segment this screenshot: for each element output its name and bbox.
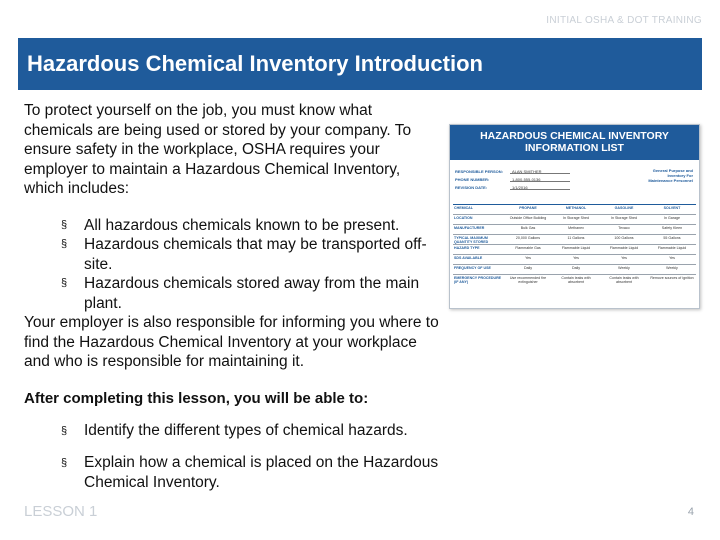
table-row	[453, 244, 696, 254]
inventory-bullet-list	[24, 216, 444, 314]
table-cell: Weekly	[666, 266, 678, 270]
table-row	[453, 264, 696, 274]
column-header: PROPANE	[519, 206, 537, 210]
table-cell: Remove sources of ignition	[650, 276, 694, 280]
row-label: FREQUENCY OF USE	[454, 266, 491, 270]
table-cell: Flammable Liquid	[657, 246, 687, 250]
list-item-text: Explain how a chemical is placed on the Hazardous Chemical Inventory.	[84, 454, 439, 491]
row-label: EMERGENCY PROCEDURE (IF ANY)	[454, 276, 502, 284]
list-item	[24, 235, 444, 274]
form-info-label: PHONE NUMBER:	[455, 177, 490, 182]
table-cell: Flammable Gas	[515, 246, 541, 250]
form-underline	[510, 181, 570, 182]
table-cell: 100 Gallons	[614, 236, 634, 240]
bullet-marker: §	[61, 218, 68, 231]
table-row	[453, 224, 696, 234]
form-info-value: 1-800-555-0136	[512, 177, 541, 182]
bullet-marker: §	[61, 425, 68, 437]
row-label: HAZARD TYPE	[454, 246, 480, 250]
table-cell: Daily	[572, 266, 580, 270]
table-cell: Yes	[525, 256, 531, 260]
table-row	[453, 254, 696, 264]
table-cell: 55 Gallons	[663, 236, 681, 240]
table-row	[453, 214, 696, 224]
form-info	[450, 160, 699, 204]
objectives-heading: After completing this lesson, you will be able to:	[24, 390, 369, 407]
list-item-text: All hazardous chemicals known to be present.	[84, 216, 400, 234]
table-row	[453, 274, 696, 291]
column-header: SOLVENT	[663, 206, 681, 210]
table-cell: Yes	[573, 256, 579, 260]
lesson-label: LESSON 1	[24, 503, 98, 520]
list-item-text: Hazardous chemicals stored away from the main plant.	[84, 275, 420, 312]
form-underline	[510, 173, 570, 174]
table-cell: Yes	[669, 256, 675, 260]
table-cell: Use recommended fire extinguisher	[509, 276, 547, 284]
column-header: CHEMICAL	[454, 206, 473, 210]
form-table	[453, 204, 696, 291]
list-item-text: Hazardous chemicals that may be transported off-site.	[84, 236, 427, 273]
form-info-label: RESPONSIBLE PERSON:	[455, 169, 504, 174]
form-title-line1: HAZARDOUS CHEMICAL INVENTORY	[480, 130, 669, 142]
column-header: GASOLINE	[614, 206, 634, 210]
table-cell: Outside Office Building	[509, 216, 547, 220]
table-cell: 20,000 Gallons	[515, 236, 541, 240]
form-underline	[510, 189, 570, 190]
row-label: SDS AVAILABLE	[454, 256, 483, 260]
table-cell: In Storage Shed	[563, 216, 589, 220]
course-label: INITIAL OSHA & DOT TRAINING	[546, 15, 702, 26]
table-cell: Contain leaks with absorbent	[561, 276, 591, 284]
table-cell: Contain leaks with absorbent	[609, 276, 639, 284]
list-item	[24, 421, 444, 441]
table-cell: 11 Gallons	[567, 236, 585, 240]
table-row	[453, 234, 696, 244]
bullet-marker: §	[61, 277, 68, 289]
list-item-text: Identify the different types of chemical hazards.	[84, 422, 408, 439]
table-cell: Bulk Gas	[520, 226, 536, 230]
row-label: LOCATION	[454, 216, 473, 220]
table-cell: Texaco	[618, 226, 630, 230]
table-cell: Methanex	[568, 226, 584, 230]
page-number: 4	[687, 506, 694, 518]
list-item	[24, 274, 444, 313]
intro-paragraph: To protect yourself on the job, you must know what chemicals are being used or stored by your company. To ensure safety in the workplace, OSHA requires your employer to maintain a Hazardous Chemical Inventory, which includes:	[24, 102, 412, 197]
objectives-list	[24, 421, 444, 505]
inventory-form-image	[449, 124, 700, 309]
table-cell: In Garage	[664, 216, 680, 220]
list-item	[24, 216, 444, 236]
table-cell: Yes	[621, 256, 627, 260]
table-cell: Flammable Liquid	[561, 246, 591, 250]
bullet-marker: §	[61, 457, 68, 469]
bullet-marker: §	[61, 238, 68, 250]
list-item	[24, 453, 444, 493]
form-info-value: ALAN SMITHER	[512, 169, 542, 174]
table-header-row	[453, 204, 696, 214]
slide-title-bar	[18, 38, 702, 90]
form-info-value: 1/1/2016	[512, 185, 528, 190]
row-label: TYPICAL MAXIMUM QUANTITY STORED	[454, 236, 489, 244]
column-header: METHANOL	[565, 206, 587, 210]
table-cell: Flammable Liquid	[609, 246, 639, 250]
table-cell: Safety Kleen	[661, 226, 683, 230]
form-note: General Purpose and Inventory For Maintenance Personnel	[648, 168, 693, 183]
table-cell: Daily	[524, 266, 532, 270]
slide-title: Hazardous Chemical Inventory Introduction	[27, 51, 483, 76]
form-title-line2: INFORMATION LIST	[525, 142, 624, 154]
row-label: MANUFACTURER	[454, 226, 485, 230]
table-cell: In Storage Shed	[611, 216, 637, 220]
intro-section	[24, 101, 444, 372]
closing-paragraph: Your employer is also responsible for informing you where to find the Hazardous Chemical Inventory at your workplace and who is responsible for maintaining it.	[24, 314, 439, 370]
table-cell: Weekly	[618, 266, 630, 270]
form-header	[450, 125, 699, 160]
form-info-label: REVISION DATE:	[455, 185, 488, 190]
